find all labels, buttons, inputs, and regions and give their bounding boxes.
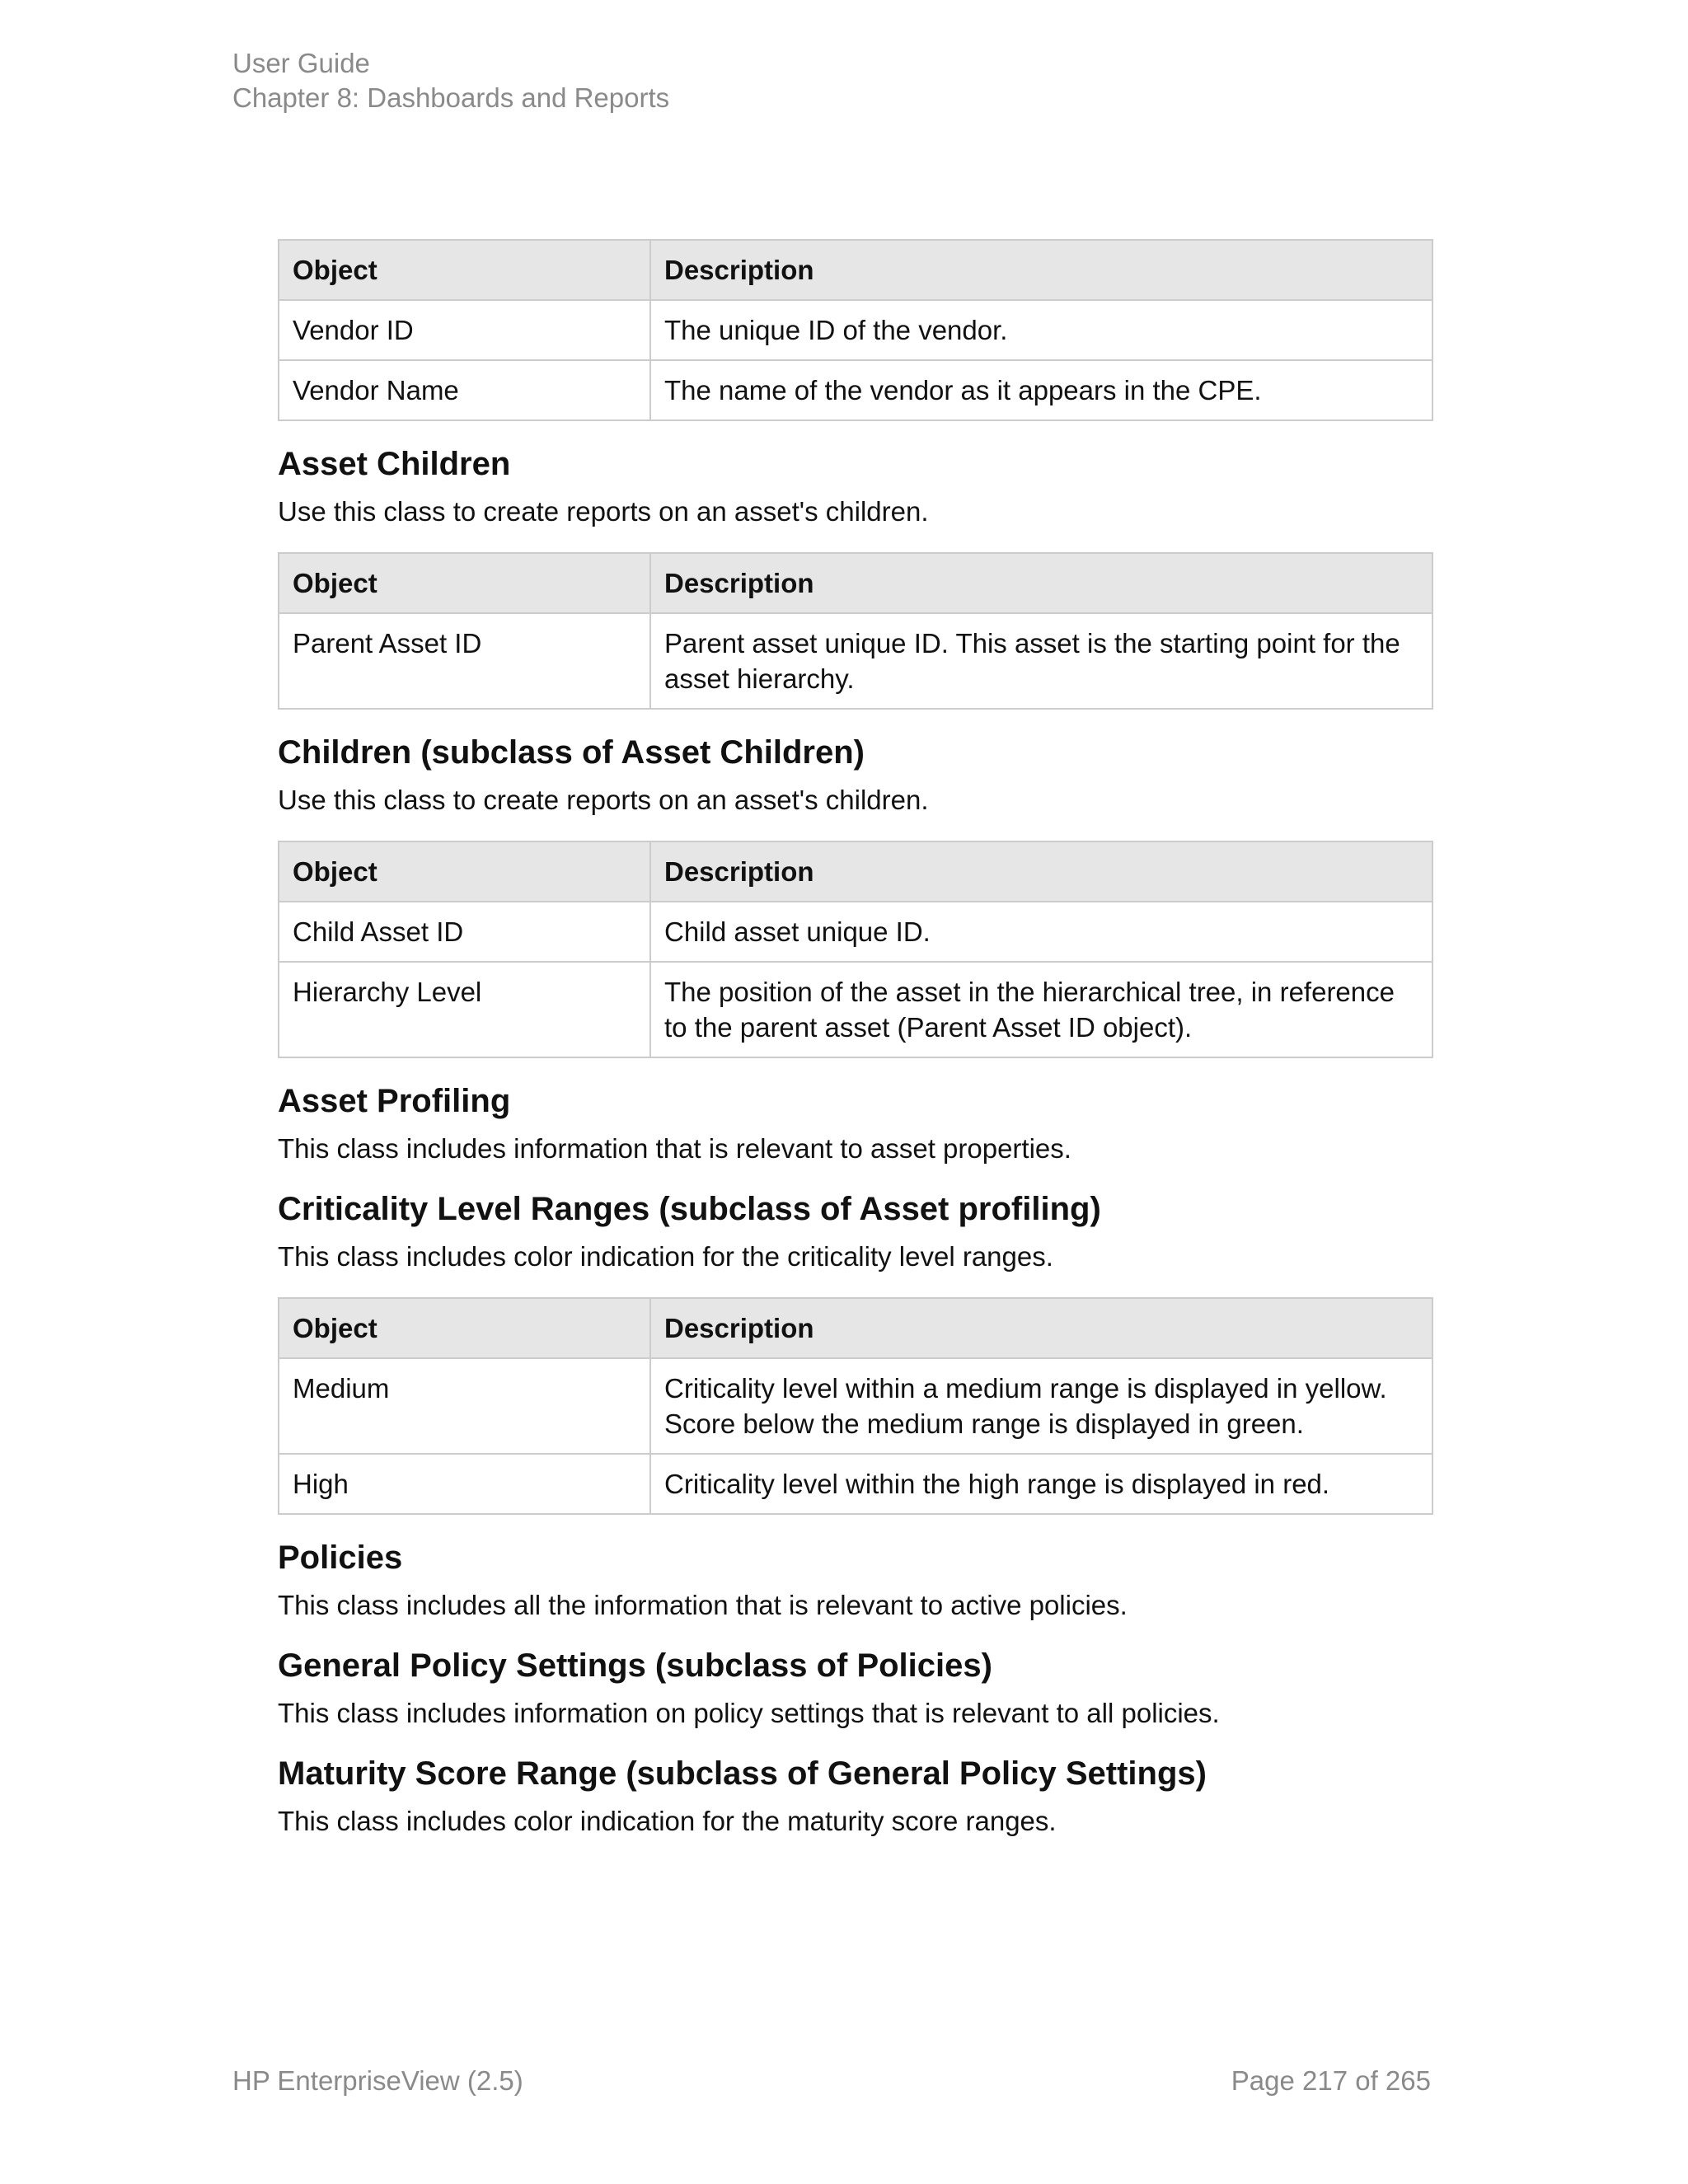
chapter-title: Chapter 8: Dashboards and Reports	[232, 82, 670, 113]
column-header-description: Description	[650, 1298, 1432, 1358]
section-intro-maturity: This class includes color indication for the maturity score ranges.	[278, 1806, 1057, 1836]
column-header-description: Description	[650, 240, 1432, 300]
footer-page-number: Page 217 of 265	[1231, 2065, 1431, 2096]
column-header-object: Object	[279, 1298, 650, 1358]
column-header-description: Description	[650, 553, 1432, 613]
column-header-description: Description	[650, 841, 1432, 902]
object-cell: Hierarchy Level	[279, 962, 650, 1057]
description-cell: Criticality level within the high range is displayed in red.	[650, 1454, 1432, 1514]
running-header	[232, 46, 669, 115]
criticality-table	[278, 1297, 1433, 1515]
table-row	[279, 962, 1432, 1057]
doc-title: User Guide	[232, 48, 370, 78]
table-row	[279, 1358, 1432, 1454]
section-heading-maturity: Maturity Score Range (subclass of General Policy Settings)	[278, 1755, 1207, 1792]
object-cell: Parent Asset ID	[279, 613, 650, 709]
table-row	[279, 300, 1432, 360]
object-cell: Child Asset ID	[279, 902, 650, 962]
section-intro-asset-profiling: This class includes information that is relevant to asset properties.	[278, 1133, 1071, 1164]
column-header-object: Object	[279, 553, 650, 613]
section-intro-general-policy: This class includes information on policy settings that is relevant to all policies.	[278, 1698, 1220, 1728]
description-cell: Child asset unique ID.	[650, 902, 1432, 962]
object-cell: Medium	[279, 1358, 650, 1454]
table-header-row	[279, 841, 1432, 902]
table-row	[279, 1454, 1432, 1514]
description-cell: Criticality level within a medium range is displayed in yellow. Score below the medium range is displayed in green.	[650, 1358, 1432, 1454]
page-content	[278, 239, 1432, 1839]
column-header-object: Object	[279, 841, 650, 902]
table-row	[279, 613, 1432, 709]
section-heading-asset-children: Asset Children	[278, 446, 511, 482]
table-header-row	[279, 553, 1432, 613]
section-heading-policies: Policies	[278, 1540, 403, 1576]
footer-product: HP EnterpriseView (2.5)	[232, 2065, 523, 2096]
children-table	[278, 841, 1433, 1058]
section-heading-general-policy: General Policy Settings (subclass of Policies)	[278, 1647, 992, 1684]
table-header-row	[279, 240, 1432, 300]
section-intro-criticality: This class includes color indication for the criticality level ranges.	[278, 1241, 1053, 1272]
table-row	[279, 360, 1432, 420]
table-row	[279, 902, 1432, 962]
description-cell: The name of the vendor as it appears in the CPE.	[650, 360, 1432, 420]
section-heading-children: Children (subclass of Asset Children)	[278, 734, 865, 771]
section-intro-asset-children: Use this class to create reports on an asset's children.	[278, 496, 929, 527]
object-cell: High	[279, 1454, 650, 1514]
asset-children-table	[278, 552, 1433, 710]
description-cell: The position of the asset in the hierarchical tree, in reference to the parent asset (Parent Asset ID object).	[650, 962, 1432, 1057]
section-intro-children: Use this class to create reports on an asset's children.	[278, 785, 929, 815]
table-header-row	[279, 1298, 1432, 1358]
vendor-table	[278, 239, 1433, 421]
object-cell: Vendor ID	[279, 300, 650, 360]
description-cell: Parent asset unique ID. This asset is the starting point for the asset hierarchy.	[650, 613, 1432, 709]
object-cell: Vendor Name	[279, 360, 650, 420]
section-heading-asset-profiling: Asset Profiling	[278, 1083, 511, 1119]
column-header-object: Object	[279, 240, 650, 300]
section-heading-criticality: Criticality Level Ranges (subclass of Asset profiling)	[278, 1191, 1101, 1227]
section-intro-policies: This class includes all the information that is relevant to active policies.	[278, 1590, 1128, 1620]
description-cell: The unique ID of the vendor.	[650, 300, 1432, 360]
